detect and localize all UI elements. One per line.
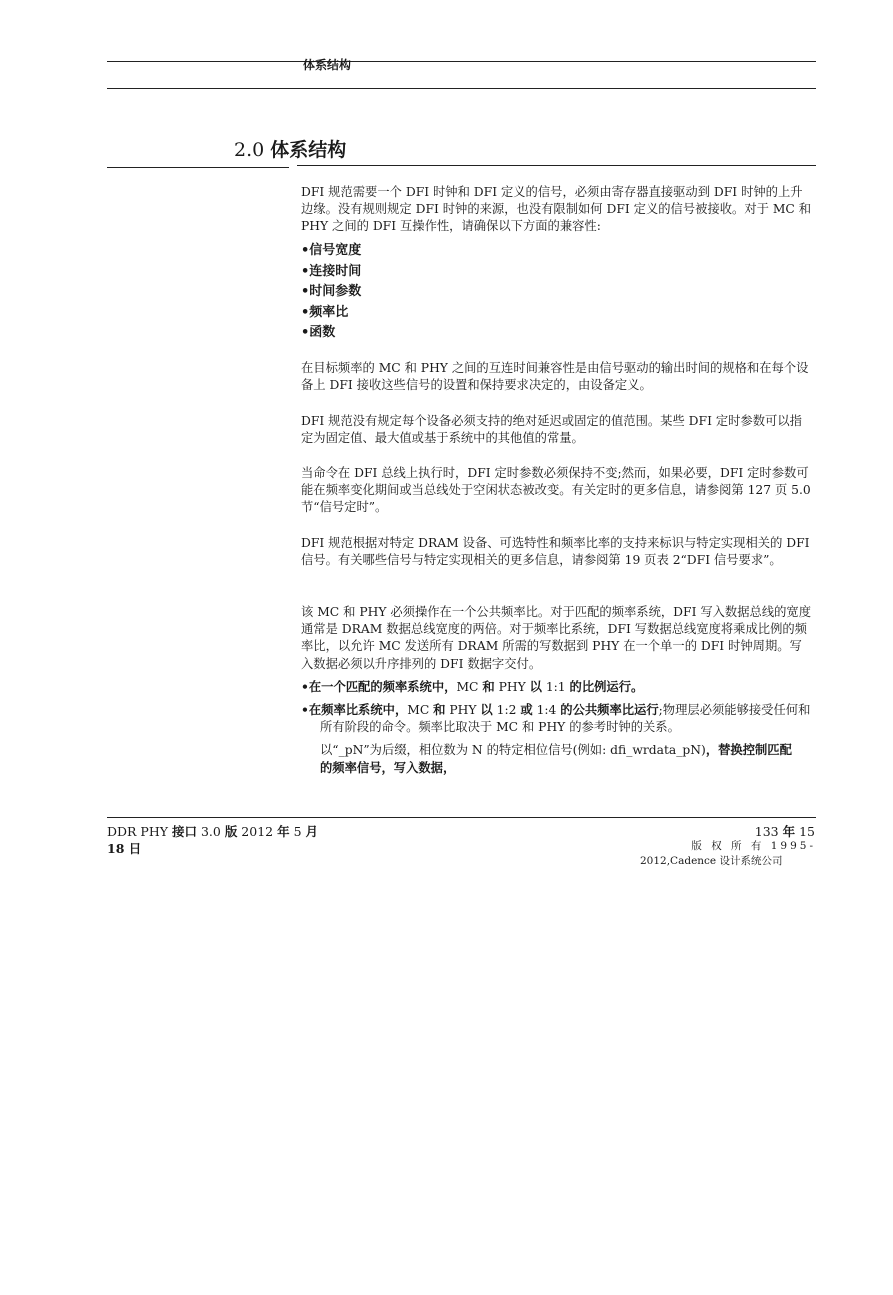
- paragraph-timing-params: 当命令在 DFI 总线上执行时，DFI 定时参数必须保持不变;然而，如果必要，DFI 定时参数可能在频率变化期间或当总线处于空闲状态被改变。有关定时的更多信息，请参阅第 127 页 5.0 节“信号定时”。: [301, 466, 811, 515]
- section-rule-left: [107, 167, 289, 168]
- header-bottom-rule: [107, 88, 816, 89]
- paragraph-latency: DFI 规范没有规定每个设备必须支持的绝对延迟或固定的值范围。某些 DFI 定时参数可以指定为固定值、最大值或基于系统中的其他值的常量。: [301, 414, 802, 446]
- list-item: •函数: [301, 325, 336, 341]
- list-item: •频率比: [301, 304, 349, 320]
- footer-doc-info: DDR PHY 接口 3.0 版 2012 年 5 月 18 日: [107, 824, 319, 856]
- section-number: 2.0: [234, 139, 265, 161]
- section-title: 体系结构: [270, 139, 347, 161]
- footer-copyright: 版 权 所 有 1995- 2012,Cadence 设计系统公司: [640, 840, 816, 867]
- paragraph-signal-requirements: DFI 规范根据对特定 DRAM 设备、可选特性和频率比率的支持来标识与特定实现相关的 DFI 信号。有关哪些信号与特定实现相关的更多信息，请参阅第 19 页表 2“DFI 信号要求”。: [301, 536, 810, 568]
- footer-rule: [107, 817, 816, 818]
- paragraph-intro: DFI 规范需要一个 DFI 时钟和 DFI 定义的信号，必须由寄存器直接驱动到 DFI 时钟的上升边缘。没有规则规定 DFI 时钟的来源，也没有限制如何 DFI 定义的信号被接收。对于 MC 和 PHY 之间的 DFI 互操作性，请确保以下方面的兼容性:: [301, 185, 812, 234]
- bullet-matched-frequency: •在一个匹配的频率系统中，MC 和 PHY 以 1:1 的比例运行。: [301, 679, 644, 694]
- list-item: •信号宽度: [301, 243, 362, 258]
- paragraph-frequency-ratio: 该 MC 和 PHY 必须操作在一个公共频率比。对于匹配的频率系统，DFI 写入数据总线的宽度通常是 DRAM 数据总线宽度的两倍。对于频率比系统，DFI 写数据总线宽度将乘成比例的频率比，以允许 MC 发送所有 DRAM 所需的写数据到 PHY 在一个单一的 DFI 时钟周期。写入数据必须以升序排列的 DFI 数据字交付。: [301, 605, 812, 671]
- bullet-frequency-ratio: •在频率比系统中，MC 和 PHY 以 1:2 或 1:4 的公共频率比运行;物理层必须能够接受任何和所有阶段的命令。频率比取决于 MC 和 PHY 的参考时钟的关系。: [301, 702, 811, 735]
- list-item: •时间参数: [301, 284, 362, 300]
- running-header-title: 体系结构: [303, 58, 352, 72]
- compat-list: [301, 241, 361, 344]
- section-rule-right: [297, 165, 816, 166]
- list-item: •连接时间: [301, 263, 362, 279]
- header-top-rule: [107, 61, 816, 62]
- footer-page-number: 133 年 15: [754, 824, 815, 839]
- paragraph-timing-compat: 在目标频率的 MC 和 PHY 之间的互连时间兼容性是由信号驱动的输出时间的规格和在每个设备上 DFI 接收这些信号的设置和保持要求决定的，由设备定义。: [301, 361, 809, 393]
- section-heading: [234, 138, 346, 162]
- bullet-phase-signals: 以“_pN”为后缀，相位数为 N 的特定相位信号(例如: dfi_wrdata_pN)，替换控制匹配的频率信号，写入数据，: [320, 742, 792, 776]
